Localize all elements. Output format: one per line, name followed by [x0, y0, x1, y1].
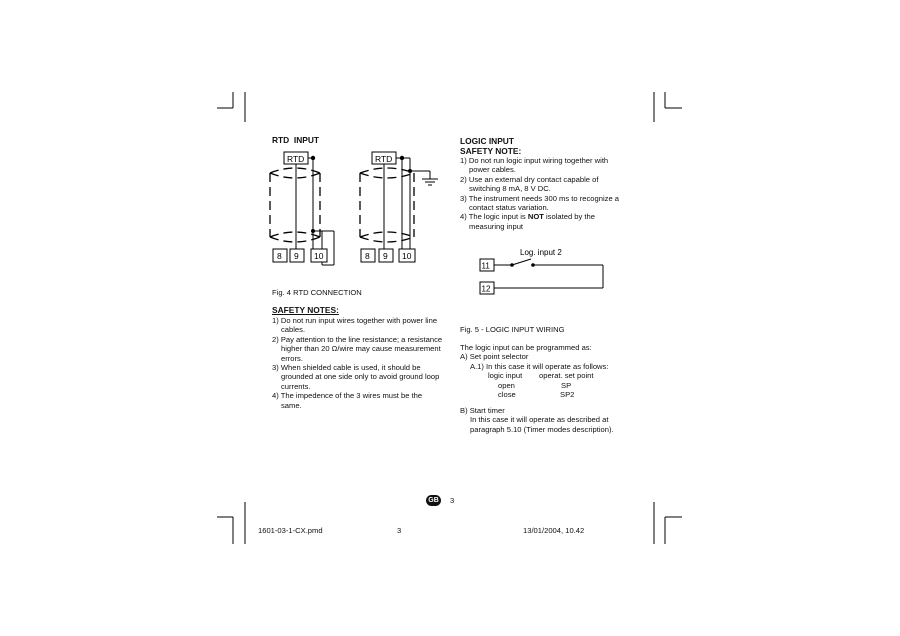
note-line: 1) Do not run logic input wiring together with [460, 156, 609, 165]
table-cell: close [498, 390, 516, 400]
rtd-connection-diagram [262, 145, 452, 270]
term-8-label-l: 8 [277, 251, 282, 261]
term-8-label-r: 8 [365, 251, 370, 261]
term-9-label-l: 9 [294, 251, 299, 261]
section-b [460, 406, 614, 434]
note-line: cables. [281, 325, 306, 335]
term-9-label-r: 9 [383, 251, 388, 261]
logic-programming-section [460, 343, 608, 401]
note4-suffix: isolated by the [546, 212, 595, 222]
setpoint-table [460, 371, 608, 401]
table-cell: open [498, 380, 515, 390]
term-11-label: 11 [481, 261, 490, 271]
section-b-line: In this case it will operate as described at [470, 415, 609, 425]
note-line: grounded at one side only to avoid ground loop [281, 372, 440, 382]
logic-input-diagram [476, 244, 611, 296]
switch-label: Log. input 2 [520, 248, 562, 257]
note-line: 2) Pay attention to the line resistance; a resistance [272, 334, 443, 344]
left-safety-title: SAFETY NOTES: [272, 305, 339, 315]
rtd-label-1: RTD [287, 154, 305, 164]
footer-timestamp: 13/01/2004, 10.42 [523, 526, 585, 535]
table-cell: SP2 [560, 390, 575, 400]
rtd-label-2: RTD [375, 154, 393, 164]
note-line: contact status variation. [469, 203, 549, 213]
term-12-label: 12 [481, 284, 491, 294]
note-line: 3) The instrument needs 300 ms to recognize a [460, 193, 619, 203]
rtd-title-part1: RTD [272, 135, 290, 145]
note-line: 2) Use an external dry contact capable of [460, 174, 599, 184]
note-line: errors. [281, 353, 303, 363]
note-line: 1) Do not run input wires together with power line [272, 316, 438, 325]
switch-contact [512, 259, 531, 265]
rtd-input-title [272, 135, 319, 145]
table-head-setpoint: operat. set point [539, 371, 594, 381]
left-safety-notes [272, 316, 442, 410]
note-line: power cables. [469, 165, 516, 175]
note4-bold: NOT [527, 212, 544, 222]
note-line: currents. [281, 381, 311, 391]
note4-prefix: 4) The logic input is [460, 212, 526, 222]
note-line-4 [460, 212, 619, 221]
prog-intro: The logic input can be programmed as: [460, 343, 592, 352]
section-a-title: A) Set point selector [460, 352, 529, 362]
rtd-title-part2: INPUT [293, 135, 319, 145]
note-line: same. [281, 400, 302, 410]
term-10-label-r: 10 [402, 251, 412, 261]
table-head-logic: logic input [488, 371, 523, 381]
page-number: 3 [450, 496, 455, 505]
note-line: measuring input [469, 221, 524, 231]
note-line: 4) The impedence of the 3 wires must be the [272, 391, 423, 401]
section-b-title: B) Start timer [460, 406, 505, 415]
term-10-label-l: 10 [314, 251, 324, 261]
note-line: switching 8 mA, 8 V DC. [469, 184, 551, 194]
note-line: higher than 20 Ω/wire may cause measurement [281, 344, 441, 354]
badge-text: GB [428, 497, 439, 504]
note-line: 3) When shielded cable is used, it should be [272, 363, 421, 373]
fig5-caption: Fig. 5 - LOGIC INPUT WIRING [460, 325, 565, 334]
right-safety-title: SAFETY NOTE: [460, 146, 522, 156]
section-a1: A.1) In this case it will operate as follows: [470, 361, 609, 371]
footer-filename: 1601-03-1-CX.pmd [258, 526, 323, 535]
logic-input-title: LOGIC INPUT [460, 136, 514, 146]
right-safety-notes [460, 156, 619, 231]
table-cell: SP [561, 380, 572, 390]
section-b-line: paragraph 5.10 (Timer modes description). [470, 424, 614, 434]
fig4-caption: Fig. 4 RTD CONNECTION [272, 288, 362, 297]
footer-page: 3 [397, 526, 402, 535]
language-badge-icon [426, 495, 441, 506]
